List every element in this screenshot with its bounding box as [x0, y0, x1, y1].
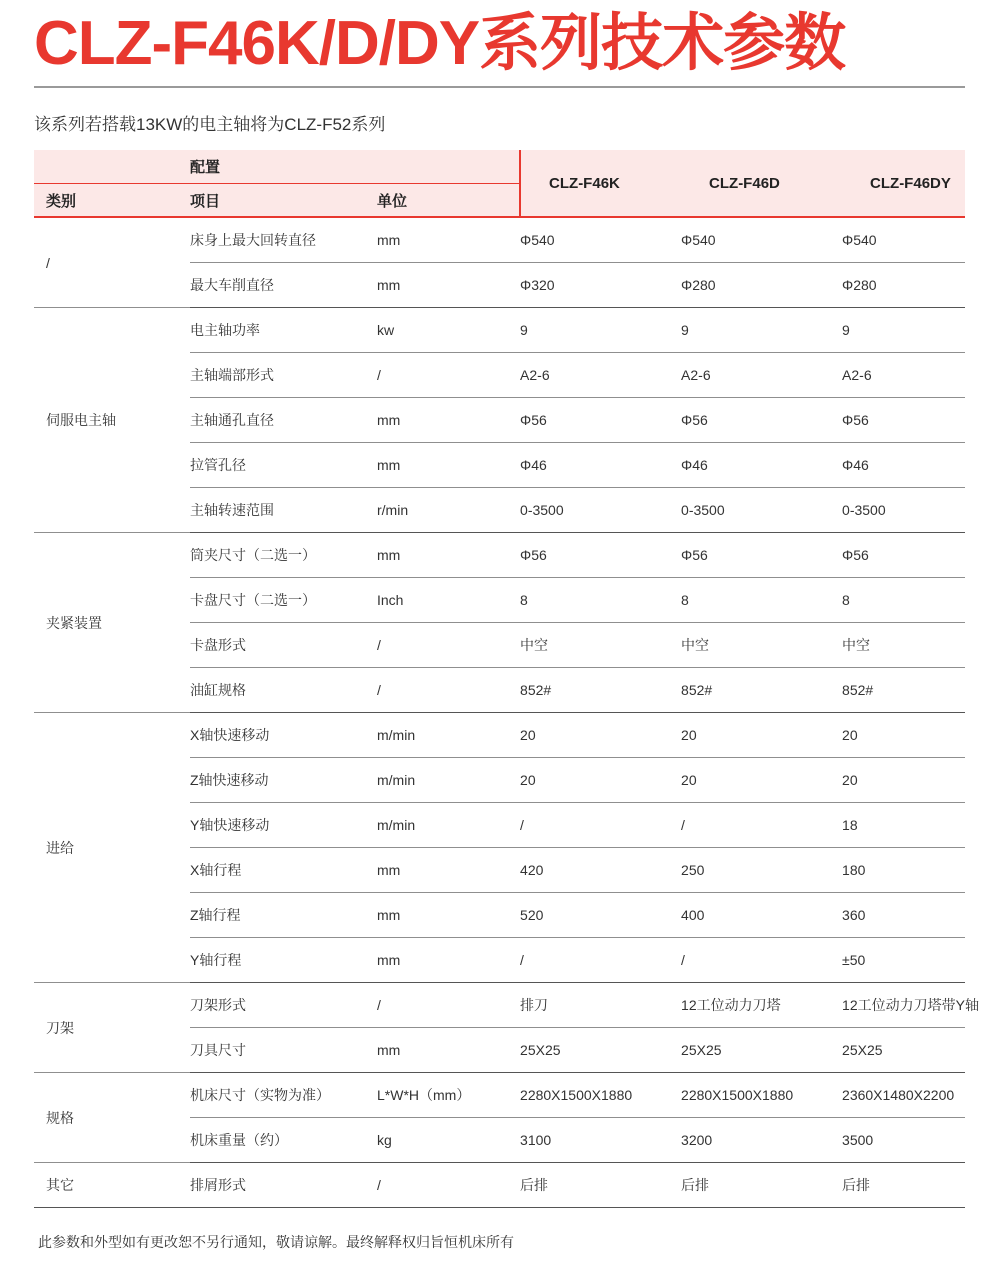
unit-cell: / — [377, 1163, 520, 1208]
value-cell-model-1: 中空 — [520, 623, 681, 668]
item-cell: 主轴通孔直径 — [190, 398, 377, 443]
value-cell-model-1: / — [520, 803, 681, 848]
item-cell: Y轴行程 — [190, 938, 377, 983]
item-cell: Z轴行程 — [190, 893, 377, 938]
value-cell-model-1: 520 — [520, 893, 681, 938]
category-cell: 其它 — [34, 1163, 190, 1208]
unit-cell: mm — [377, 848, 520, 893]
category-cell: 进给 — [34, 713, 190, 983]
value-cell-model-3: 360 — [842, 893, 965, 938]
value-cell-model-1: 9 — [520, 308, 681, 353]
value-cell-model-1: / — [520, 938, 681, 983]
value-cell-model-1: A2-6 — [520, 353, 681, 398]
value-cell-model-1: Φ56 — [520, 398, 681, 443]
item-cell: Y轴快速移动 — [190, 803, 377, 848]
item-cell: 主轴转速范围 — [190, 488, 377, 533]
value-cell-model-2: 20 — [681, 758, 842, 803]
value-cell-model-3: Φ540 — [842, 217, 965, 263]
spec-table — [34, 150, 979, 1208]
value-cell-model-3: Φ46 — [842, 443, 965, 488]
value-cell-model-3: Φ56 — [842, 398, 965, 443]
unit-cell: kg — [377, 1118, 520, 1163]
footnote: 此参数和外型如有更改恕不另行通知，敬请谅解。最终解释权归旨恒机床所有 — [38, 1234, 514, 1250]
value-cell-model-1: 3100 — [520, 1118, 681, 1163]
value-cell-model-2: 12工位动力刀塔 — [681, 983, 842, 1028]
value-cell-model-3: 中空 — [842, 623, 965, 668]
value-cell-model-1: 0-3500 — [520, 488, 681, 533]
table-row — [34, 217, 965, 263]
category-cell: / — [34, 217, 190, 308]
unit-cell: mm — [377, 533, 520, 578]
value-cell-model-1: 20 — [520, 713, 681, 758]
unit-cell: m/min — [377, 758, 520, 803]
category-cell: 规格 — [34, 1073, 190, 1163]
category-cell: 刀架 — [34, 983, 190, 1073]
table-row — [34, 533, 965, 578]
unit-cell: / — [377, 668, 520, 713]
item-cell: 排屑形式 — [190, 1163, 377, 1208]
value-cell-model-1: 25X25 — [520, 1028, 681, 1073]
unit-cell: kw — [377, 308, 520, 353]
item-cell: 筒夹尺寸（二选一） — [190, 533, 377, 578]
value-cell-model-3: 3500 — [842, 1118, 965, 1163]
page-title: CLZ-F46K/D/DY系列技术参数 — [34, 9, 846, 78]
item-cell: X轴快速移动 — [190, 713, 377, 758]
header-item: 项目 — [190, 184, 377, 218]
value-cell-model-3: 20 — [842, 713, 965, 758]
value-cell-model-2: Φ56 — [681, 398, 842, 443]
item-cell: 刀具尺寸 — [190, 1028, 377, 1073]
value-cell-model-3: 852# — [842, 668, 965, 713]
value-cell-model-2: 2280X1500X1880 — [681, 1073, 842, 1118]
value-cell-model-3: A2-6 — [842, 353, 965, 398]
unit-cell: r/min — [377, 488, 520, 533]
header-category: 类别 — [34, 184, 190, 218]
value-cell-model-1: Φ56 — [520, 533, 681, 578]
value-cell-model-2: Φ280 — [681, 263, 842, 308]
item-cell: 油缸规格 — [190, 668, 377, 713]
header-model-1: CLZ-F46K — [520, 150, 681, 217]
value-cell-model-3: 8 — [842, 578, 965, 623]
table-body — [34, 217, 979, 1208]
unit-cell: / — [377, 623, 520, 668]
value-cell-model-2: Φ56 — [681, 533, 842, 578]
value-cell-model-2: A2-6 — [681, 353, 842, 398]
value-cell-model-2: 中空 — [681, 623, 842, 668]
item-cell: 刀架形式 — [190, 983, 377, 1028]
item-cell: 电主轴功率 — [190, 308, 377, 353]
value-cell-model-1: 2280X1500X1880 — [520, 1073, 681, 1118]
value-cell-model-1: 排刀 — [520, 983, 681, 1028]
page-subtitle: 该系列若搭载13KW的电主轴将为CLZ-F52系列 — [34, 115, 386, 134]
value-cell-model-2: 400 — [681, 893, 842, 938]
value-cell-model-3: 0-3500 — [842, 488, 965, 533]
category-cell: 夹紧装置 — [34, 533, 190, 713]
table-header — [34, 150, 965, 217]
unit-cell: mm — [377, 217, 520, 263]
unit-cell: / — [377, 983, 520, 1028]
value-cell-model-3: 2360X1480X2200 — [842, 1073, 965, 1118]
item-cell: 主轴端部形式 — [190, 353, 377, 398]
value-cell-model-1: 852# — [520, 668, 681, 713]
unit-cell: mm — [377, 1028, 520, 1073]
item-cell: 卡盘形式 — [190, 623, 377, 668]
value-cell-model-2: 20 — [681, 713, 842, 758]
header-model-2: CLZ-F46D — [681, 150, 842, 217]
header-group-label: 配置 — [34, 150, 520, 184]
value-cell-model-1: 8 — [520, 578, 681, 623]
item-cell: 最大车削直径 — [190, 263, 377, 308]
value-cell-model-3: ±50 — [842, 938, 965, 983]
value-cell-model-1: Φ540 — [520, 217, 681, 263]
value-cell-model-2: 852# — [681, 668, 842, 713]
value-cell-model-3: 180 — [842, 848, 965, 893]
unit-cell: mm — [377, 938, 520, 983]
value-cell-model-1: Φ320 — [520, 263, 681, 308]
value-cell-model-2: 9 — [681, 308, 842, 353]
item-cell: 拉管孔径 — [190, 443, 377, 488]
value-cell-model-3: Φ56 — [842, 533, 965, 578]
category-cell: 伺服电主轴 — [34, 308, 190, 533]
unit-cell: mm — [377, 398, 520, 443]
value-cell-model-2: 25X25 — [681, 1028, 842, 1073]
value-cell-model-3: Φ280 — [842, 263, 965, 308]
item-cell: 机床重量（约） — [190, 1118, 377, 1163]
unit-cell: mm — [377, 893, 520, 938]
table-row — [34, 983, 965, 1028]
value-cell-model-1: 420 — [520, 848, 681, 893]
value-cell-model-2: Φ46 — [681, 443, 842, 488]
table-row — [34, 1073, 965, 1118]
item-cell: Z轴快速移动 — [190, 758, 377, 803]
unit-cell: L*W*H（mm） — [377, 1073, 520, 1118]
value-cell-model-2: 250 — [681, 848, 842, 893]
value-cell-model-1: 后排 — [520, 1163, 681, 1208]
value-cell-model-2: 3200 — [681, 1118, 842, 1163]
unit-cell: m/min — [377, 713, 520, 758]
unit-cell: mm — [377, 263, 520, 308]
table-row — [34, 1163, 965, 1208]
item-cell: 床身上最大回转直径 — [190, 217, 377, 263]
item-cell: 卡盘尺寸（二选一） — [190, 578, 377, 623]
value-cell-model-3: 25X25 — [842, 1028, 965, 1073]
value-cell-model-2: / — [681, 803, 842, 848]
item-cell: 机床尺寸（实物为准） — [190, 1073, 377, 1118]
value-cell-model-3: 12工位动力刀塔带Y轴 — [842, 983, 965, 1028]
value-cell-model-2: / — [681, 938, 842, 983]
value-cell-model-1: Φ46 — [520, 443, 681, 488]
value-cell-model-2: 8 — [681, 578, 842, 623]
header-model-3: CLZ-F46DY — [842, 150, 965, 217]
value-cell-model-2: 后排 — [681, 1163, 842, 1208]
value-cell-model-3: 9 — [842, 308, 965, 353]
unit-cell: Inch — [377, 578, 520, 623]
value-cell-model-2: 0-3500 — [681, 488, 842, 533]
title-divider — [34, 86, 965, 88]
value-cell-model-3: 后排 — [842, 1163, 965, 1208]
unit-cell: / — [377, 353, 520, 398]
value-cell-model-2: Φ540 — [681, 217, 842, 263]
table-row — [34, 308, 965, 353]
value-cell-model-3: 18 — [842, 803, 965, 848]
unit-cell: m/min — [377, 803, 520, 848]
unit-cell: mm — [377, 443, 520, 488]
item-cell: X轴行程 — [190, 848, 377, 893]
value-cell-model-3: 20 — [842, 758, 965, 803]
header-unit: 单位 — [377, 184, 520, 218]
table-row — [34, 713, 965, 758]
value-cell-model-1: 20 — [520, 758, 681, 803]
